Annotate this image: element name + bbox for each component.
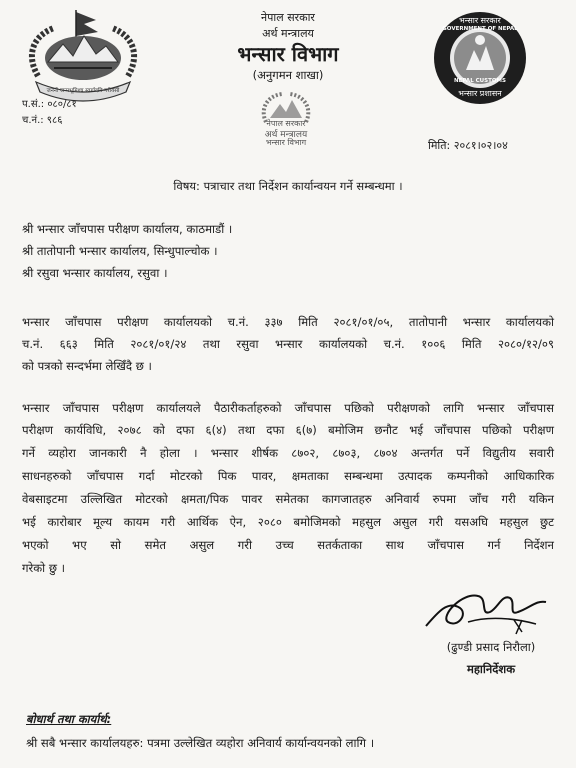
header-ministry: अर्थ मन्त्रालय xyxy=(262,27,314,40)
reference-number: प.सं.: ०८०/८१ xyxy=(22,99,77,110)
paragraph-2-line: भन्सार जाँचपास परीक्षण कार्यालयले पैठारीकर्ताहरुको जाँचपास पछिको परीक्षणको लागि भन्सार जाँचपास xyxy=(22,401,554,415)
nepal-emblem-icon xyxy=(18,6,148,106)
cc-heading: बोधार्थ तथा कार्यार्थ: xyxy=(26,712,112,726)
paragraph-2-line: गरेको छु । xyxy=(22,561,66,575)
paragraph-1-line: भन्सार जाँचपास परीक्षण कार्यालयको च.नं. ३३७ मिति २०८१/०१/०५, तातोपानी भन्सार कार्यालयको xyxy=(22,315,554,329)
recipient-line: श्री रसुवा भन्सार कार्यालय, रसुवा । xyxy=(22,266,168,280)
paragraph-2-line: साधनहरुको जाँचपास गर्दा मोटरको पिक पावर, क्षमताका सम्बन्धमा उत्पादक कम्पनीको आधिकारिक xyxy=(22,469,554,483)
customs-logo-footer-text: भन्सार प्रशासन xyxy=(458,89,502,98)
seal-text-1: नेपाल सरकार xyxy=(266,119,306,128)
cc-text: श्री सबै भन्सार कार्यालयहरु: पत्रमा उल्लेखित व्यहोरा अनिवार्य कार्यान्वयनको लागि । xyxy=(26,736,375,750)
letter-date: मिति: २०८१।०२।०४ xyxy=(428,139,508,152)
paragraph-2-line: परीक्षण कार्यविधि, २०७८ को दफा ६(४) तथा दफा ६(७) बमोजिम छनौट भई जाँचपास पछिको परीक्षण xyxy=(22,423,554,437)
customs-logo-top-text: भन्सार सरकार xyxy=(459,16,501,25)
header-department: भन्सार विभाग xyxy=(237,42,339,66)
recipient-line: श्री भन्सार जाँचपास परीक्षण कार्यालय, काठमाडौं । xyxy=(22,222,233,236)
handwritten-signature-icon xyxy=(418,582,558,638)
letter-subject: विषय: पत्राचार तथा निर्देशन कार्यान्वयन गर्ने सम्बन्धमा । xyxy=(173,179,403,193)
svg-text:जननी जन्मभूमिश्च स्वर्गादपि गर: जननी जन्मभूमिश्च स्वर्गादपि गरीयसी xyxy=(46,88,120,94)
header-gov: नेपाल सरकार xyxy=(261,11,315,24)
dispatch-number: च.नं.: ९८६ xyxy=(22,115,63,126)
paragraph-2-line: गर्ने व्यहोरा जानकारी नै होला । भन्सार शीर्षक ८७०२, ८७०३, ८७०४ अन्तर्गत पर्ने विद्युतीय सवारी xyxy=(22,446,554,460)
customs-logo-ring-bottom: NEPAL CUSTOMS xyxy=(454,78,506,84)
paragraph-1-line: च.नं. ६६३ मिति २०८१/०१/२४ तथा रसुवा भन्सार कार्यालयको च.नं. १००६ मिति २०८०/१२/०९ xyxy=(22,337,554,351)
paragraph-2-line: वेबसाइटमा उल्लिखित मोटरको क्षमता/पिक पावर समेतका कागजातहरु अनिवार्य रुपमा जाँच गरी यकिन xyxy=(22,492,554,506)
header-branch: (अनुगमन शाखा) xyxy=(252,68,324,82)
seal-text-3: भन्सार विभाग xyxy=(265,138,307,147)
signatory-title: महानिर्देशक xyxy=(466,662,516,676)
paragraph-2-line: भई कारोबार मूल्य कायम गरी आर्थिक ऐन, २०८० बमोजिमको महसुल असुल गरी यसअघि महसुल छुट xyxy=(22,515,554,529)
paragraph-2-line: भएको भए सो समेत असुल गरी उच्च सतर्कताका साथ जाँचपास गर्न निर्देशन xyxy=(22,538,554,552)
recipient-line: श्री तातोपानी भन्सार कार्यालय, सिन्धुपाल्चोक । xyxy=(22,244,218,258)
seal-text-2: अर्थ मन्त्रालय xyxy=(264,130,308,140)
customs-logo-ring-top: GOVERNMENT OF NEPAL xyxy=(442,26,518,32)
signatory-name: (ढुण्डी प्रसाद निरौला) xyxy=(446,640,536,654)
paragraph-1-line: को पत्रको सन्दर्भमा लेखिँदै छ । xyxy=(22,359,152,373)
